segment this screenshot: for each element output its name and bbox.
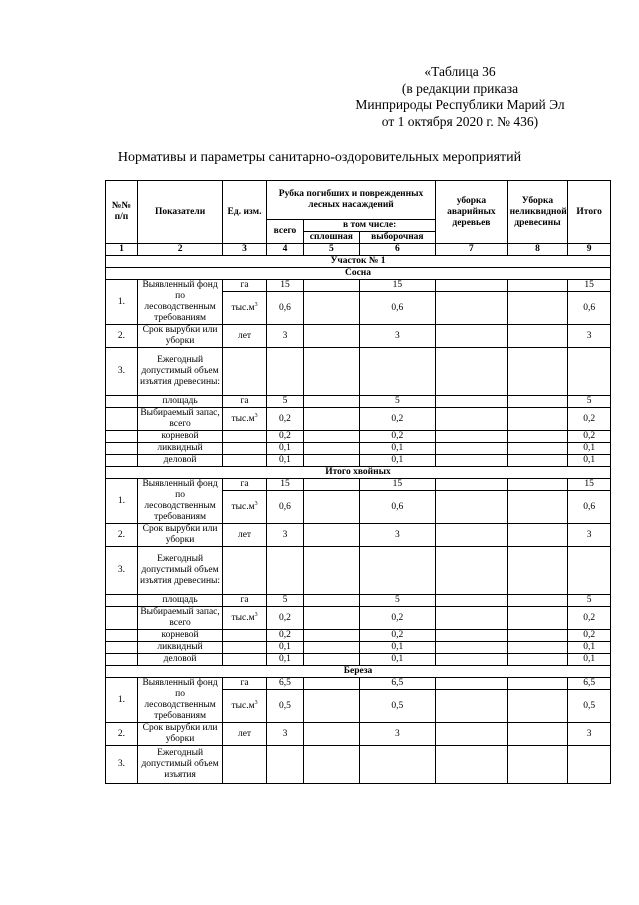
row-number: 1. xyxy=(106,479,138,524)
row-label: Ежегодный допустимый объем изъятия xyxy=(137,746,222,784)
itogo-cell: 0,2 xyxy=(568,607,611,630)
table-row xyxy=(106,455,611,467)
unit-cell xyxy=(223,654,267,666)
emergency-cell xyxy=(436,723,507,746)
illiquid-cell xyxy=(507,348,568,396)
clear-cell xyxy=(304,292,359,325)
illiquid-cell xyxy=(507,491,568,524)
unit-cell xyxy=(223,642,267,654)
itogo-cell: 5 xyxy=(568,396,611,408)
row-number xyxy=(106,396,138,408)
column-number-row xyxy=(106,244,611,256)
illiquid-cell xyxy=(507,642,568,654)
emergency-cell xyxy=(436,325,507,348)
ministry-name: Минприроды Республики Марий Эл xyxy=(355,97,565,112)
norms-table xyxy=(105,180,611,784)
itogo-cell xyxy=(568,746,611,784)
unit-cell xyxy=(223,746,267,784)
total-cell: 5 xyxy=(266,595,303,607)
selective-cell: 6,5 xyxy=(359,678,436,690)
row-number: 3. xyxy=(106,746,138,784)
illiquid-cell xyxy=(507,654,568,666)
selective-cell: 5 xyxy=(359,396,436,408)
col-number: 3 xyxy=(223,244,267,256)
col-number: 4 xyxy=(266,244,303,256)
col-number: 2 xyxy=(137,244,222,256)
emergency-cell xyxy=(436,746,507,784)
row-number: 1. xyxy=(106,678,138,723)
emergency-cell xyxy=(436,524,507,547)
clear-cell xyxy=(304,325,359,348)
table-row xyxy=(106,642,611,654)
table-row xyxy=(106,479,611,491)
emergency-cell xyxy=(436,690,507,723)
table-header-row xyxy=(106,181,611,220)
total-cell: 0,6 xyxy=(266,491,303,524)
unit-cell: га xyxy=(223,396,267,408)
edition-note: (в редакции приказа xyxy=(401,80,519,96)
header-selective: выборочная xyxy=(359,232,436,244)
illiquid-cell xyxy=(507,723,568,746)
illiquid-cell xyxy=(507,690,568,723)
total-cell xyxy=(266,348,303,396)
emergency-cell xyxy=(436,408,507,431)
row-number xyxy=(106,443,138,455)
row-number: 2. xyxy=(106,325,138,348)
row-label: Выявленный фонд по лесоводственным требованиям xyxy=(137,280,222,325)
header-total: всего xyxy=(266,220,303,244)
header-felling: Рубка погибших и поврежденных лесных насаждений xyxy=(266,181,435,220)
col-number: 6 xyxy=(359,244,436,256)
emergency-cell xyxy=(436,396,507,408)
table-row xyxy=(106,723,611,746)
emergency-cell xyxy=(436,443,507,455)
illiquid-cell xyxy=(507,547,568,595)
row-label: Срок вырубки или уборки xyxy=(137,723,222,746)
emergency-cell xyxy=(436,491,507,524)
row-label: площадь xyxy=(137,595,222,607)
table-row xyxy=(106,348,611,396)
row-label: Выбираемый запас, всего xyxy=(137,607,222,630)
row-label: ликвидный xyxy=(137,642,222,654)
header-clear: сплошная xyxy=(304,232,359,244)
itogo-cell: 0,2 xyxy=(568,630,611,642)
total-cell: 0,1 xyxy=(266,455,303,467)
illiquid-cell xyxy=(507,630,568,642)
selective-cell: 0,6 xyxy=(359,491,436,524)
table-row xyxy=(106,654,611,666)
clear-cell xyxy=(304,723,359,746)
itogo-cell: 0,1 xyxy=(568,455,611,467)
row-number: 3. xyxy=(106,348,138,396)
unit-cell xyxy=(223,443,267,455)
row-label: ликвидный xyxy=(137,443,222,455)
section-row xyxy=(106,666,611,678)
emergency-cell xyxy=(436,654,507,666)
unit-cell: $тыс.м^3$ xyxy=(223,690,267,723)
clear-cell xyxy=(304,547,359,595)
unit-cell xyxy=(223,630,267,642)
table-row xyxy=(106,408,611,431)
unit-cell: лет xyxy=(223,723,267,746)
selective-cell xyxy=(359,547,436,595)
table-row xyxy=(106,547,611,595)
unit-cell xyxy=(223,431,267,443)
selective-cell: 0,2 xyxy=(359,408,436,431)
selective-cell: 3 xyxy=(359,524,436,547)
header-num: №№ п/п xyxy=(106,181,138,244)
total-cell: 0,6 xyxy=(266,292,303,325)
emergency-cell xyxy=(436,678,507,690)
table-row xyxy=(106,678,611,690)
col-number: 7 xyxy=(436,244,507,256)
itogo-cell: 0,5 xyxy=(568,690,611,723)
clear-cell xyxy=(304,654,359,666)
selective-cell xyxy=(359,348,436,396)
itogo-cell: 15 xyxy=(568,479,611,491)
illiquid-cell xyxy=(507,443,568,455)
row-label: деловой xyxy=(137,455,222,467)
clear-cell xyxy=(304,348,359,396)
col-number: 1 xyxy=(106,244,138,256)
table-row xyxy=(106,431,611,443)
emergency-cell xyxy=(436,630,507,642)
header-indicator: Показатели xyxy=(137,181,222,244)
clear-cell xyxy=(304,595,359,607)
selective-cell: 15 xyxy=(359,479,436,491)
itogo-cell xyxy=(568,348,611,396)
itogo-cell: 0,6 xyxy=(568,292,611,325)
emergency-cell xyxy=(436,292,507,325)
table-row xyxy=(106,443,611,455)
row-number: 3. xyxy=(106,547,138,595)
row-number xyxy=(106,431,138,443)
total-cell: 0,2 xyxy=(266,431,303,443)
selective-cell: 0,1 xyxy=(359,654,436,666)
table-row xyxy=(106,325,611,348)
row-number xyxy=(106,595,138,607)
emergency-cell xyxy=(436,547,507,595)
row-number xyxy=(106,455,138,467)
row-number xyxy=(106,654,138,666)
clear-cell xyxy=(304,491,359,524)
selective-cell: 0,6 xyxy=(359,292,436,325)
table-row xyxy=(106,280,611,292)
section-title: Итого хвойных xyxy=(106,467,611,479)
row-number: 2. xyxy=(106,723,138,746)
selective-cell: 5 xyxy=(359,595,436,607)
col-number: 9 xyxy=(568,244,611,256)
emergency-cell xyxy=(436,479,507,491)
table-row xyxy=(106,746,611,784)
unit-cell: га xyxy=(223,595,267,607)
table-row xyxy=(106,396,611,408)
total-cell: 5 xyxy=(266,396,303,408)
header-unit: Ед. изм. xyxy=(223,181,267,244)
total-cell: 0,2 xyxy=(266,607,303,630)
total-cell: 15 xyxy=(266,479,303,491)
section-row xyxy=(106,467,611,479)
table-row xyxy=(106,524,611,547)
clear-cell xyxy=(304,408,359,431)
total-cell: 15 xyxy=(266,280,303,292)
clear-cell xyxy=(304,690,359,723)
unit-cell: га xyxy=(223,280,267,292)
total-cell xyxy=(266,746,303,784)
total-cell: 0,2 xyxy=(266,630,303,642)
row-label: площадь xyxy=(137,396,222,408)
unit-cell: га xyxy=(223,678,267,690)
row-number xyxy=(106,630,138,642)
row-number xyxy=(106,408,138,431)
selective-cell: 0,1 xyxy=(359,455,436,467)
clear-cell xyxy=(304,642,359,654)
col-number: 5 xyxy=(304,244,359,256)
unit-cell: $тыс.м^3$ xyxy=(223,408,267,431)
row-label: Выявленный фонд по лесоводственным требованиям xyxy=(137,479,222,524)
selective-cell: 3 xyxy=(359,723,436,746)
illiquid-cell xyxy=(507,455,568,467)
unit-cell: лет xyxy=(223,524,267,547)
itogo-cell: 3 xyxy=(568,723,611,746)
selective-cell: 0,1 xyxy=(359,642,436,654)
table-row xyxy=(106,595,611,607)
itogo-cell: 3 xyxy=(568,325,611,348)
itogo-cell: 0,2 xyxy=(568,431,611,443)
total-cell: 3 xyxy=(266,325,303,348)
clear-cell xyxy=(304,678,359,690)
itogo-cell: 0,1 xyxy=(568,642,611,654)
clear-cell xyxy=(304,524,359,547)
clear-cell xyxy=(304,746,359,784)
table-row xyxy=(106,630,611,642)
row-label: Выбираемый запас, всего xyxy=(137,408,222,431)
selective-cell: 15 xyxy=(359,280,436,292)
illiquid-cell xyxy=(507,595,568,607)
selective-cell: 0,5 xyxy=(359,690,436,723)
clear-cell xyxy=(304,630,359,642)
site-title: Участок № 1 xyxy=(106,256,611,268)
col-number: 8 xyxy=(507,244,568,256)
itogo-cell: 0,1 xyxy=(568,654,611,666)
itogo-cell: 0,6 xyxy=(568,491,611,524)
emergency-cell xyxy=(436,642,507,654)
header-illiquid: Уборка неликвидной древесины xyxy=(507,181,568,244)
unit-cell: $тыс.м^3$ xyxy=(223,292,267,325)
row-number xyxy=(106,607,138,630)
unit-cell: га xyxy=(223,479,267,491)
selective-cell xyxy=(359,746,436,784)
itogo-cell: 0,2 xyxy=(568,408,611,431)
itogo-cell: 0,1 xyxy=(568,443,611,455)
section-row xyxy=(106,268,611,280)
total-cell: 0,1 xyxy=(266,642,303,654)
illiquid-cell xyxy=(507,325,568,348)
site-row xyxy=(106,256,611,268)
clear-cell xyxy=(304,396,359,408)
unit-cell: лет xyxy=(223,325,267,348)
selective-cell: 0,2 xyxy=(359,607,436,630)
unit-cell xyxy=(223,455,267,467)
unit-cell: $тыс.м^3$ xyxy=(223,491,267,524)
clear-cell xyxy=(304,443,359,455)
section-title: Береза xyxy=(106,666,611,678)
table-number: «Таблица 36 xyxy=(424,64,496,79)
header-including: в том числе: xyxy=(304,220,436,232)
total-cell: 3 xyxy=(266,723,303,746)
header-emergency: уборка аварийных деревьев xyxy=(436,181,507,244)
itogo-cell: 15 xyxy=(568,280,611,292)
document-title: Нормативы и параметры санитарно-оздоровительных мероприятий xyxy=(117,150,522,165)
row-label: деловой xyxy=(137,654,222,666)
illiquid-cell xyxy=(507,678,568,690)
illiquid-cell xyxy=(507,408,568,431)
illiquid-cell xyxy=(507,431,568,443)
row-number xyxy=(106,642,138,654)
total-cell: 3 xyxy=(266,524,303,547)
document-header xyxy=(330,64,590,130)
selective-cell: 0,2 xyxy=(359,630,436,642)
total-cell: 0,1 xyxy=(266,654,303,666)
itogo-cell xyxy=(568,547,611,595)
emergency-cell xyxy=(436,595,507,607)
row-label: Выявленный фонд по лесоводственным требованиям xyxy=(137,678,222,723)
table-row xyxy=(106,607,611,630)
clear-cell xyxy=(304,455,359,467)
header-itogo: Итого xyxy=(568,181,611,244)
itogo-cell: 6,5 xyxy=(568,678,611,690)
section-title: Сосна xyxy=(106,268,611,280)
illiquid-cell xyxy=(507,607,568,630)
selective-cell: 0,1 xyxy=(359,443,436,455)
selective-cell: 0,2 xyxy=(359,431,436,443)
illiquid-cell xyxy=(507,479,568,491)
total-cell: 0,5 xyxy=(266,690,303,723)
illiquid-cell xyxy=(507,746,568,784)
illiquid-cell xyxy=(507,396,568,408)
total-cell: 0,2 xyxy=(266,408,303,431)
clear-cell xyxy=(304,479,359,491)
clear-cell xyxy=(304,431,359,443)
row-label: корневой xyxy=(137,431,222,443)
illiquid-cell xyxy=(507,280,568,292)
emergency-cell xyxy=(436,348,507,396)
row-label: Срок вырубки или уборки xyxy=(137,325,222,348)
total-cell: 0,1 xyxy=(266,443,303,455)
unit-cell xyxy=(223,348,267,396)
itogo-cell: 3 xyxy=(568,524,611,547)
row-label: корневой xyxy=(137,630,222,642)
total-cell: 6,5 xyxy=(266,678,303,690)
emergency-cell xyxy=(436,431,507,443)
row-label: Ежегодный допустимый объем изъятия древесины: xyxy=(137,348,222,396)
illiquid-cell xyxy=(507,524,568,547)
row-label: Ежегодный допустимый объем изъятия древесины: xyxy=(137,547,222,595)
total-cell xyxy=(266,547,303,595)
emergency-cell xyxy=(436,455,507,467)
clear-cell xyxy=(304,607,359,630)
clear-cell xyxy=(304,280,359,292)
unit-cell xyxy=(223,547,267,595)
row-number: 2. xyxy=(106,524,138,547)
illiquid-cell xyxy=(507,292,568,325)
row-label: Срок вырубки или уборки xyxy=(137,524,222,547)
unit-cell: $тыс.м^3$ xyxy=(223,607,267,630)
emergency-cell xyxy=(436,280,507,292)
row-number: 1. xyxy=(106,280,138,325)
itogo-cell: 5 xyxy=(568,595,611,607)
selective-cell: 3 xyxy=(359,325,436,348)
order-date: от 1 октября 2020 г. № 436) xyxy=(381,113,539,129)
emergency-cell xyxy=(436,607,507,630)
